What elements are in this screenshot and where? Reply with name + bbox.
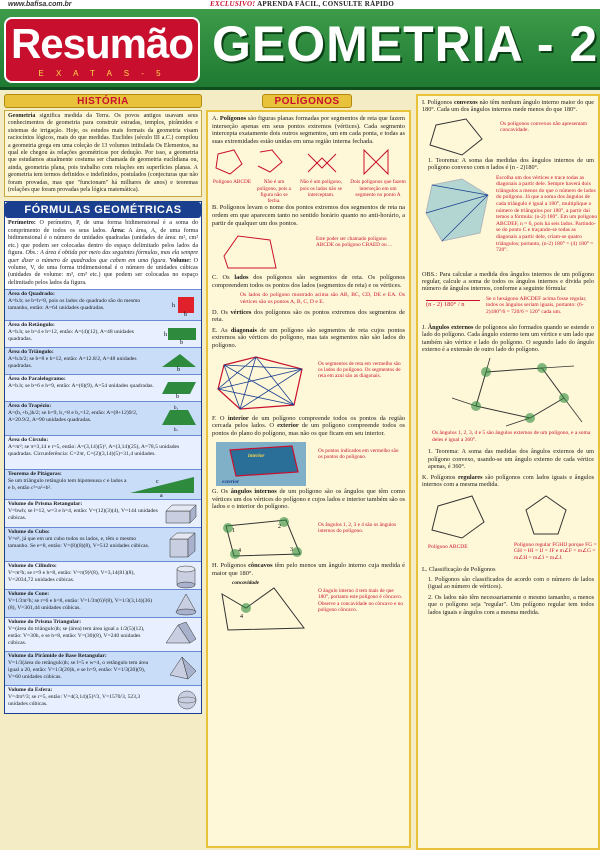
item-text: não têm nenhum ângulo interno maior do que 180°. Cada um dos ângulos internos mede menos do que 180°. (422, 99, 595, 114)
item-text: O (219, 414, 228, 422)
convex-note: Os polígonos convexos não apresentam concavidade. (500, 120, 588, 134)
formula-row (5, 527, 201, 561)
formula-row (5, 347, 201, 374)
item-text: Classificação de Polígonos (428, 565, 496, 573)
formula-body: A=(b₁+b₂)h/2; se h=9, b₁=8 e b₂=12, então: A=(8+12)9/2, A=20.9/2, A=90 unidades quadradas. (8, 409, 138, 423)
hexagon-note: Escolha um dos vértices e trace todas as diagonais a partir dele. Sempre haverá dois triângulos a menos do que o número de lados do polígono. Já que a soma dos ângulos de cada triângulo é igual a 180°, multiplique o número de triângulos por 180°, a partir daí temos a fórmula: (n-2) 180°. Em um polígono ABCDEF, n = 6, pois há seis lados. Partindo-se do ponto C e traçando-se todas as diagonais a partir dele, criam-se quatro triângulos; portanto, (n-2) 180° = (4) 180° = 720°. (496, 174, 598, 254)
label-open: Não é um polígono, pois a figura não se fecha. (257, 179, 291, 204)
item-k (422, 474, 594, 489)
concave-drawing (216, 582, 312, 634)
item-d (212, 309, 405, 324)
interior-angles-drawing (216, 516, 306, 560)
interior-example (212, 440, 405, 488)
svg-text:b: b (177, 367, 180, 372)
formula-row (5, 589, 201, 617)
logo-text: Resumão (10, 20, 194, 67)
formula-row (5, 289, 201, 320)
label-polygon: Polígono ABCDE (212, 179, 252, 186)
item-text: de um polígono compreende todos os pontos do plano do polígono, mas não os que ficam em seu interior. (212, 422, 405, 437)
svg-text:4: 4 (240, 614, 243, 621)
hexagon-example (422, 174, 598, 271)
formula-title: Volume do Prisma Retangular: (8, 501, 83, 508)
naming-note: Este poder ser chamado polígono ABCDE ou polígono CBAED ou ... (316, 236, 392, 249)
svg-text:b: b (184, 312, 187, 318)
item-text: dos polígonos são os pontos extremos dos segmentos de reta. (212, 308, 405, 324)
sides-note: Os lados do polígono mostrado acima são AB, BC, CD, DE e EA. Os vértices são os pontos A, B, C, D e E. (240, 292, 405, 305)
svg-text:b₂: b₂ (174, 428, 179, 432)
site-url[interactable]: www.bafisa.com.br (8, 1, 72, 8)
parallelogram-icon (160, 378, 198, 398)
item-mark: A. (212, 115, 219, 122)
item-i (422, 99, 594, 114)
polygons-heading: POLÍGONOS (262, 94, 352, 108)
regular-note: Se o hexágono ABCDEF acima fosse regular, todos os ângulos seriam iguais, portanto: (6-2)180°/6 = 720/6 = 120° cada um. (486, 295, 587, 316)
item-lead: vértices (230, 308, 252, 316)
formula-title: Área do Círculo: (8, 437, 49, 444)
item-lead: côncavos (248, 562, 273, 570)
item-lead: lados (234, 274, 249, 282)
header-banner (0, 9, 600, 90)
cone-icon (174, 593, 198, 617)
formulas-heading: FÓRMULAS GEOMÉTRICAS (5, 202, 201, 218)
formula-body: V=bwh; se l=12, w=3 e h=4, então: V=(12)(3)(4), V=144 unidades cúbicas. (8, 507, 158, 521)
exclusive-label: EXCLUSIVO! (210, 0, 256, 8)
item-text: são figuras planas formadas por segmentos de reta que fazem interseção apenas em seus pontos extremos (vértices). Cada segmento intercepta exatamente dois outros segmentos, um em cada ponta, e todas as suas extremidades estão unidas em uma região interna fechada. (212, 115, 405, 145)
svg-text:b₁: b₁ (174, 406, 179, 412)
interior-angles-note: Os ângulos 1, 2, 3 e 4 são os ângulos internos do polígono. (318, 522, 397, 535)
interior-label: interior (248, 453, 265, 460)
convex-drawing (426, 117, 486, 157)
tagline (210, 0, 394, 9)
formula-row (5, 651, 201, 685)
svg-text:3: 3 (290, 547, 293, 554)
svg-text:1: 1 (232, 528, 235, 535)
formula-row (5, 401, 201, 435)
item-text: de um polígono são segmentos de reta cujos pontos extremos são vértices do polígono, mas tais segmentos não são lados do polígono. (212, 326, 406, 349)
history-lead: Geometria (8, 113, 36, 119)
item-text: Polígonos levam o nome dos pontos extremos dos segmentos de reta na ordem em que aparecem tanto no sentido horário quanto no anti-horário, a partir de qualquer um dos pontos. (212, 204, 405, 227)
item-text: Polígonos (430, 473, 459, 481)
item-text: As (220, 326, 231, 334)
left-column (4, 94, 202, 850)
regular-polygons-drawing (428, 492, 598, 542)
item-a (212, 115, 405, 145)
concavity-tag: concavidade (232, 580, 260, 587)
svg-text:4: 4 (238, 548, 241, 555)
item-lead: ângulos internos (230, 488, 277, 496)
item-mark: C. (212, 274, 218, 282)
theorem-1: 1. Teorema: A soma das medidas dos ângulos internos de um polígono convexo com n lados é (n - 2)180°. (428, 156, 594, 172)
item-c (212, 274, 405, 289)
svg-text:h: h (172, 303, 175, 310)
formula-row (5, 499, 201, 527)
regular-formula (422, 296, 594, 324)
page-title: GEOMETRIA - 2 (212, 16, 599, 72)
diagonals-drawing (216, 355, 312, 413)
item-text: Os (222, 274, 235, 282)
formula-body: A=b.h; se b=4 e h=12, então: A=(4)(12), A=48 unidades quadradas. (8, 328, 134, 342)
pyramid-icon (168, 655, 198, 681)
formula-body: V=(área do triângulo)h; se (área) tem área igual a 1/2(5)(12), então: V=30h, e se h=8, então: V=(30)(8), V=240 unidades cúbicas. (8, 625, 145, 646)
svg-text:c: c (156, 479, 159, 486)
triangular-prism-icon (164, 621, 198, 647)
item-text: têm pelo menos um ângulo interno cuja medida é maior que 180°. (212, 562, 405, 577)
rectangle-icon (164, 324, 198, 344)
item-b (212, 204, 405, 227)
cylinder-icon (174, 565, 198, 589)
item-mark: F. (212, 414, 217, 422)
interior-note: Os pontos indicados em vermelho são os pontos do polígono. (318, 448, 399, 461)
item-text: são polígonos com lados iguais e ângulos internos com a mesma medida. (422, 473, 594, 489)
concave-note: O ângulo interno 4 tem mais de que 180°, portanto este polígono é côncavo. Observe a concavidade no côncavo e no polígono côncavo. (318, 588, 404, 613)
formulas-intro (5, 218, 201, 289)
classification-2: 2. Os lados não têm necessariamente o mesmo tamanho, a menos que o polígono seja "regular". Um polígono regular tem todos lados iguais e ângulos com a mesma medida. (428, 593, 594, 616)
history-text (5, 111, 201, 196)
area-text: A área, A, de uma forma bidimensional é o número de unidades quadradas (unidades de área: m², cm² etc.) que podem ser colocadas dentro do espaço delimitado pelos lados da figura. (8, 227, 198, 257)
item-lead: exterior (277, 422, 299, 430)
item-j (422, 324, 594, 354)
perimeter-text: O perímetro, P, de uma forma bidimensional é a soma do comprimento de todos os seus lados. (8, 220, 198, 234)
item-mark: E. (212, 326, 218, 334)
formula-body: Se um triângulo retângulo tem hipotenusa c e lados a e b, então c²=a²+b². (8, 477, 127, 491)
formula-title: Área do Paralelogramo: (8, 376, 66, 383)
item-mark: J. (422, 323, 426, 331)
regular-label-2: Polígono regular FGHIJ porque FG = GH = HI = IJ = JF e m∠F = m∠G = m∠H = m∠I = m∠J. (514, 541, 597, 561)
polygon-examples (212, 148, 405, 204)
formula-title: Volume do Cone: (8, 591, 50, 598)
formula-body: A=b.h/2; se b=8 e h=12, então: A=12.8/2, A=48 unidades quadradas. (8, 355, 137, 369)
pentagon-drawing (218, 232, 298, 272)
square-icon (172, 293, 198, 317)
item-lead: interior (227, 414, 249, 422)
right-triangle-icon (128, 473, 198, 497)
item-text: Os (220, 308, 231, 316)
formula-title: Área do Retângulo: (8, 322, 55, 329)
item-lead: convexos (453, 99, 478, 106)
logo-subtitle: E X A T A S - 5 (38, 69, 166, 78)
item-mark: D. (212, 308, 219, 316)
theorem-2: 1. Teorema: A soma das medidas dos ângulos externos de um polígono convexo, usando-se um ângulo externo de cada vértice apenas, é 360°. (428, 448, 594, 471)
item-mark: G. (212, 488, 219, 496)
exterior-angles-example (422, 356, 594, 448)
volume-lead: Volume: (169, 257, 192, 264)
item-mark: K. (422, 473, 429, 481)
item-lead: regulares (458, 473, 483, 481)
naming-example (212, 230, 405, 274)
item-text: de um polígono são os ângulos que têm como vértices um dos vértices do polígono e cujos lados e interior também são os lados e o interior do polígono. (212, 488, 406, 511)
formula-body: V=e³, já que em um cubo todos os lados, e, têm o mesmo tamanho. Se e=8, então: V=(8)(8)(8), V=512 unidades cúbicas. (8, 535, 150, 549)
label-two: Dois polígonos que fazem interseção em um segmento no ponto A (350, 179, 406, 198)
formula-row (5, 617, 201, 651)
cube-icon (168, 531, 198, 559)
tagline-text: APRENDA FÁCIL, CONSULTE RÁPIDO (255, 0, 395, 8)
diagonals-note: Os segmentos de reta em vermelho são os lados do polígono. Os segmentos de reta em azul são as diagonais. (318, 360, 401, 379)
convex-example (422, 117, 594, 157)
formula-body: V=πr²h; se r=9 e h=8, então: V=π(9)²(8), V=3,14(81)(8), V=2034,72 unidades cúbicas. (8, 569, 135, 583)
formula-row (5, 320, 201, 347)
svg-text:b: b (176, 394, 179, 399)
item-l (422, 566, 594, 573)
item-h (212, 562, 405, 577)
formula-text: (n - 2) 180° / n (426, 300, 480, 309)
item-mark: L. (422, 565, 428, 573)
formulas-box (4, 201, 202, 714)
formula-title: Volume do Cubo: (8, 529, 50, 536)
regular-polygons-example (422, 492, 597, 566)
history-body: significa medida da Terra. Os povos antigos usavam seus conhecimentos de geometria para construir estradas, templos, pirâmides e sistemas de irrigação. Hoje, os estudos mais formais da geometria visam raciocínios lógicos, mais do que medidas. Euclides (século III a.C.) compilou a geometria grega em uma coleção de 13 volumes intitulada Os Elementos, na qual ele chegou às relações geométricas por dedução. Por isso, a geometria que estudamos atualmente costuma ser chamada de geometria euclidiana ou, ainda, geometria plana, pois trabalho com relações em superfícies planas. A geometria tem termos definidos e indefinidos, postulados (conjecturas que não foram provadas, mas que "funcionam" há milhares de anos) e teoremas (relações que foram provadas pela lógica matemática). (8, 113, 198, 194)
history-heading: HISTÓRIA (4, 94, 202, 108)
exterior-label: exterior (222, 479, 240, 486)
formula-row (5, 561, 201, 589)
formula-body: V=4πr³/3; se r=5, então: V=4(3,14)(5)³/3, V=1570/3, 523,3 unidades cúbicas. (8, 693, 141, 707)
item-mark: H. (212, 562, 219, 570)
formula-body: V=1/3(área do retângulo)h; se l=5 e w=4, o retângulo tem área igual a 20, então: V=1/3(20)h, e se h=9, então: V=1/3(20)(9), V=60 unidades cúbicas. (8, 659, 149, 680)
classification-1: 1. Polígonos são classificados de acordo com o número de lados (igual ao número de vértices). (428, 575, 594, 591)
exterior-note: Os ângulos 1, 2, 3, 4 e 5 são ângulos externos de um polígono, e a soma deles é igual a 360°. (432, 430, 591, 444)
svg-text:a: a (160, 493, 163, 498)
item-lead: diagonais (230, 326, 257, 334)
obs-text: OBS.: Para calcular a medida dos ângulos internos de um polígono regular, calcule a soma de todos os ângulos internos e divida pelo número de ângulos internos, conforme a seguinte fórmula: (422, 270, 594, 293)
formula-title: Volume do Prisma Triangular: (8, 619, 82, 626)
formula-body: A=πr²; se π=3,14 e r=5, então: A=(3,14)(5)², A=(3,14)(25), A=78,5 unidades quadradas. Circunferência: C=2πr, C=(2)(3,14)(5)=31,4 unidades. (8, 443, 180, 457)
polygon-examples-drawing (212, 148, 412, 178)
formula-body: V=1/3πr²h; se r=6 e h=8, então: V=1/3π(6)²(8), V=1/3(3,14)(36)(8), V=301,44 unidades cúbicas. (8, 597, 152, 611)
item-text: Polígonos (220, 562, 249, 570)
item-lead: Ângulos externos (427, 323, 474, 331)
formula-title: Volume da Pirâmide de Base Retangular: (8, 653, 107, 660)
sphere-icon (176, 689, 198, 711)
concave-example (212, 580, 405, 636)
diagonals-example (212, 353, 405, 415)
exterior-angles-drawing (446, 358, 586, 428)
polygons-box (206, 110, 411, 848)
item-text: de um polígono compreende todos os pontos da região cercada pelos lados. O (212, 414, 405, 430)
item-lead: Polígonos (219, 115, 247, 122)
formula-row (5, 435, 201, 469)
formula-row (5, 374, 201, 401)
item-g (212, 488, 405, 511)
label-cross: Não é um polígono, pois os lados não se interceptam. (299, 179, 343, 198)
formula-title: Volume do Cilindro: (8, 563, 57, 570)
interior-angles-example (212, 514, 405, 562)
formula-title: Teorema de Pitágoras: (8, 471, 62, 478)
svg-text:2: 2 (278, 524, 281, 531)
formula-title: Volume da Esfera: (8, 687, 53, 694)
item-text: Polígonos (427, 99, 454, 106)
svg-text:h: h (164, 332, 167, 339)
triangle-icon (160, 351, 198, 371)
item-text: Os (220, 488, 231, 496)
trapezoid-icon (160, 405, 198, 431)
item-e (212, 327, 405, 350)
formula-body: A=b.h; se b=6 e h=9, então: A=(6)(9), A=54 unidades quadradas. (8, 382, 154, 389)
formula-title: Área do Quadrado: (8, 291, 55, 298)
top-strip (0, 0, 600, 9)
item-mark: I. (422, 99, 426, 106)
item-text: dos polígonos são segmentos de reta. Os polígonos compreendem todos os pontos dos lados (segmentos de reta) e os vértices. (212, 274, 405, 289)
right-column (416, 94, 600, 850)
area-obs: Obs.: A área é obtida por meio das seguintes fórmulas, mas ela sempre quer dizer o número de quadrados que cabem em uma figura. (8, 250, 199, 264)
perimeter-lead: Perímetro: (8, 220, 36, 227)
item-f (212, 415, 405, 438)
formula-row (5, 685, 201, 713)
item-text: de polígonos são formados quando se estende o lado do polígono. Cada ângulo externo tem um vértice e um lado que também são vértice e lado do polígono. O segundo lado do ângulo externo é a extensão de outro lado do polígono. (422, 323, 594, 354)
middle-column (206, 94, 411, 850)
area-lead: Área: (110, 227, 126, 234)
formula-body: A=b.b; se b=h=8, pois os lados do quadrado são do mesmo tamanho, então: A=64 unidades quadradas. (8, 297, 141, 311)
volume-text: O volume, V, de uma forma tridimensional é o número de unidades cúbicas (unidades de volume: m³, cm³ etc.) que podem ser colocadas no espaço delimitado pelos lados da figura. (8, 257, 198, 286)
formula-title: Área do Trapézio: (8, 403, 52, 410)
history-box (4, 110, 202, 197)
formula-title: Área do Triângulo: (8, 349, 54, 356)
polygons-cont-box (416, 94, 600, 850)
regular-label-1: Polígono ABCDE (428, 543, 468, 550)
brand-logo (4, 17, 200, 83)
svg-text:b: b (180, 340, 183, 345)
prism-icon (164, 503, 198, 525)
item-mark: B. (212, 204, 218, 212)
formula-row (5, 469, 201, 499)
